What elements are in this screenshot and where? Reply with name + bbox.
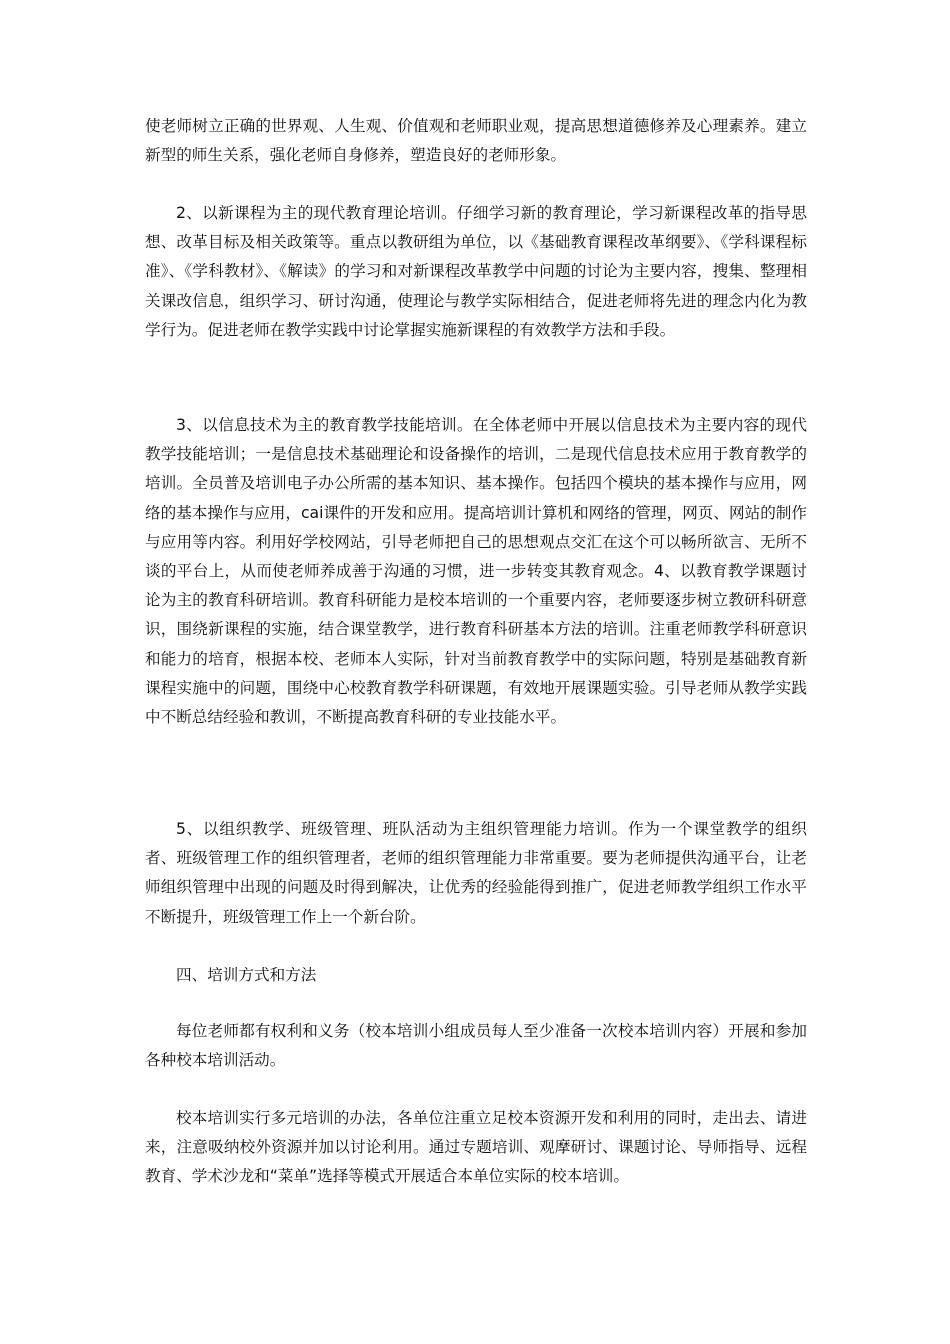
paragraph-curriculum-theory-training: 2、以新课程为主的现代教育理论培训。仔细学习新的教育理论，学习新课程改革的指导思想、改革目标及相关政策等。重点以教研组为单位，以《基础教育课程改革纲要》、《学科课程标准》、《学科教材》、《解读》的学习和对新课程改革教学中问题的讨论为主要内容，搜集、整理相关课改信息，组织学习、研讨沟通，使理论与教学实际相结合，促进老师将先进的理念内化为教学行为。促进老师在教学实践中讨论掌握实施新课程的有效教学方法和手段。 — [145, 204, 807, 339]
section-heading-training-methods: 四、培训方式和方法 — [176, 966, 317, 984]
paragraph-multi-mode-training: 校本培训实行多元培训的办法，各单位注重立足校本资源开发和利用的同时，走出去、请进来，注意吸纳校外资源并加以讨论利用。通过专题培训、观摩研讨、课题讨论、导师指导、远程教育、学术沙龙和“菜单”选择等模式开展适合本单位实际的校本培训。 — [145, 1109, 807, 1186]
paragraph-teacher-ethics: 使老师树立正确的世界观、人生观、价值观和老师职业观，提高思想道德修养及心理素养。建立新型的师生关系，强化老师自身修养，塑造良好的老师形象。 — [145, 117, 807, 165]
paragraph-organization-management-training: 5、以组织教学、班级管理、班队活动为主组织管理能力培训。作为一个课堂教学的组织者、班级管理工作的组织管理者，老师的组织管理能力非常重要。要为老师提供沟通平台，让老师组织管理中出现的问题及时得到解决，让优秀的经验能得到推广，促进老师教学组织工作水平不断提升，班级管理工作上一个新台阶。 — [145, 820, 807, 926]
paragraph-rights-and-duties: 每位老师都有权利和义务（校本培训小组成员每人至少准备一次校本培训内容）开展和参加各种校本培训活动。 — [145, 1022, 807, 1070]
paragraph-it-skills-training: 3、以信息技术为主的教育教学技能培训。在全体老师中开展以信息技术为主要内容的现代教学技能培训；一是信息技术基础理论和设备操作的培训，二是现代信息技术应用于教育教学的培训。全员普及培训电子办公所需的基本知识、基本操作。包括四个模块的基本操作与应用，网络的基本操作与应用，cai课件的开发和应用。提高培训计算机和网络的管理，网页、网站的制作与应用等内容。利用好学校网站，引导老师把自己的思想观点交汇在这个可以畅所欲言、无所不谈的平台上，从而使老师养成善于沟通的习惯，进一步转变其教育观念。4、以教育教学课题讨论为主的教育科研培训。教育科研能力是校本培训的一个重要内容，老师要逐步树立教研科研意识，围绕新课程的实施，结合课堂教学，进行教育科研基本方法的培训。注重老师教学科研意识和能力的培育，根据本校、老师本人实际，针对当前教育教学中的实际问题，特别是基础教育新课程实施中的问题，围绕中心校教育教学科研课题，有效地开展课题实验。引导老师从教学实践中不断总结经验和教训，不断提高教育科研的专业技能水平。 — [145, 416, 807, 727]
